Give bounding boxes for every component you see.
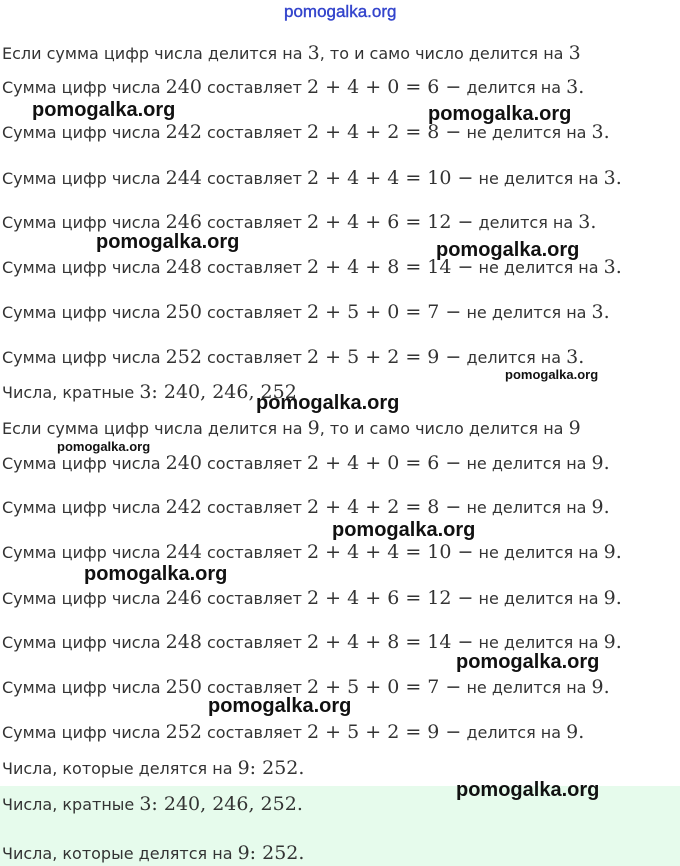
math-text: 2 + 5 + 0 = 7 − (307, 301, 462, 323)
line-text: не делится на (461, 303, 592, 322)
watermark: pomogalka.org (84, 563, 228, 585)
line-text: Сумма цифр числа (2, 78, 166, 97)
math-text: 248 (165, 256, 202, 278)
math-text: 3. (578, 211, 597, 233)
line-text: Сумма цифр числа (2, 303, 166, 322)
line-text: составляет (201, 303, 308, 322)
digit-sum-line (2, 587, 622, 610)
summary-multiples-of-3 (2, 381, 297, 404)
math-text: 3. (591, 121, 610, 143)
math-text: 2 + 4 + 4 = 10 − (307, 167, 474, 189)
watermark: pomogalka.org (505, 367, 599, 382)
digit-sum-line (2, 346, 584, 369)
line-text: Сумма цифр числа (2, 723, 166, 742)
math-text: 3. (603, 167, 622, 189)
math-text: 2 + 4 + 2 = 8 − (307, 496, 462, 518)
line-text: Числа, кратные (2, 795, 140, 814)
line-text: составляет (201, 169, 308, 188)
line-text: составляет (201, 78, 308, 97)
math-text: 248 (165, 631, 202, 653)
watermark: pomogalka.org (456, 779, 600, 801)
math-text: 2 + 5 + 2 = 9 − (307, 346, 462, 368)
watermark: pomogalka.org (96, 231, 240, 253)
line-text: Сумма цифр числа (2, 169, 166, 188)
math-text: 3 (568, 42, 581, 64)
watermark-top: pomogalka.org (284, 2, 397, 21)
math-text: 3. (566, 346, 585, 368)
line-text: не делится на (461, 498, 592, 517)
digit-sum-line (2, 167, 622, 190)
math-text: 246 (165, 211, 202, 233)
line-text: делится на (461, 348, 567, 367)
digit-sum-line (2, 211, 596, 234)
digit-sum-line (2, 496, 610, 519)
rule-3 (2, 42, 581, 65)
math-text: 2 + 4 + 0 = 6 − (307, 452, 462, 474)
line-text: Сумма цифр числа (2, 678, 166, 697)
line-text: составляет (201, 213, 308, 232)
line-text: делится на (461, 78, 567, 97)
math-text: 9 (568, 417, 581, 439)
line-text: не делится на (461, 454, 592, 473)
line-text: Если сумма цифр числа делится на (2, 419, 308, 438)
line-text: Сумма цифр числа (2, 213, 166, 232)
line-text: Сумма цифр числа (2, 454, 166, 473)
watermark: pomogalka.org (436, 239, 580, 261)
math-text: 9. (603, 587, 622, 609)
math-text: 9. (603, 541, 622, 563)
digit-sum-line (2, 76, 584, 99)
math-text: 3: 240, 246, 252. (139, 793, 303, 815)
answer-line-2 (2, 842, 304, 865)
line-text: не делится на (473, 633, 604, 652)
line-text: составляет (201, 123, 308, 142)
line-text: составляет (201, 258, 308, 277)
watermark: pomogalka.org (57, 439, 151, 454)
answer-line-1 (2, 793, 303, 816)
summary-multiples-of-9 (2, 757, 304, 780)
math-text: 3 (307, 42, 320, 64)
math-text: 9. (591, 496, 610, 518)
line-text: составляет (201, 723, 308, 742)
line-text: не делится на (473, 169, 604, 188)
math-text: 250 (165, 301, 202, 323)
line-text: Сумма цифр числа (2, 348, 166, 367)
digit-sum-line (2, 541, 622, 564)
digit-sum-line (2, 721, 584, 744)
line-text: не делится на (473, 589, 604, 608)
math-text: 2 + 4 + 8 = 14 − (307, 256, 474, 278)
math-text: 9 (307, 417, 320, 439)
math-text: 252 (165, 346, 202, 368)
math-text: 242 (165, 121, 202, 143)
watermark: pomogalka.org (256, 392, 400, 414)
watermark: pomogalka.org (428, 103, 572, 125)
math-text: 9. (603, 631, 622, 653)
math-text: 252 (165, 721, 202, 743)
line-text: Сумма цифр числа (2, 589, 166, 608)
line-text: Сумма цифр числа (2, 498, 166, 517)
math-text: 240 (165, 76, 202, 98)
line-text: Если сумма цифр числа делится на (2, 44, 308, 63)
line-text: делится на (461, 723, 567, 742)
math-text: 242 (165, 496, 202, 518)
digit-sum-line (2, 452, 610, 475)
line-text: составляет (201, 454, 308, 473)
watermark: pomogalka.org (208, 695, 352, 717)
line-text: Сумма цифр числа (2, 543, 166, 562)
math-text: 2 + 4 + 4 = 10 − (307, 541, 474, 563)
math-text: 244 (165, 167, 202, 189)
digit-sum-line (2, 301, 610, 324)
line-text: Числа, которые делятся на (2, 759, 238, 778)
math-text: 9. (591, 676, 610, 698)
math-text: 250 (165, 676, 202, 698)
math-text: 2 + 5 + 0 = 7 − (307, 676, 462, 698)
watermark: pomogalka.org (332, 519, 476, 541)
line-text: составляет (201, 589, 308, 608)
watermark: pomogalka.org (32, 99, 176, 121)
line-text: составляет (201, 498, 308, 517)
line-text: составляет (201, 348, 308, 367)
line-text: не делится на (473, 258, 604, 277)
math-text: 9. (591, 452, 610, 474)
math-text: 2 + 5 + 2 = 9 − (307, 721, 462, 743)
line-text: , то и само число делится на (319, 44, 569, 63)
math-text: 2 + 4 + 0 = 6 − (307, 76, 462, 98)
rule-9 (2, 417, 581, 440)
math-text: 244 (165, 541, 202, 563)
line-text: не делится на (461, 678, 592, 697)
math-text: 2 + 4 + 6 = 12 − (307, 211, 474, 233)
line-text: составляет (201, 678, 308, 697)
line-text: не делится на (461, 123, 592, 142)
line-text: не делится на (473, 543, 604, 562)
math-text: 3. (591, 301, 610, 323)
math-text: 2 + 4 + 6 = 12 − (307, 587, 474, 609)
line-text: Сумма цифр числа (2, 258, 166, 277)
line-text: Числа, которые делятся на (2, 844, 238, 863)
math-text: 9: 252. (237, 757, 305, 779)
math-text: 240 (165, 452, 202, 474)
math-text: 2 + 4 + 2 = 8 − (307, 121, 462, 143)
math-text: 3. (566, 76, 585, 98)
line-text: делится на (473, 213, 579, 232)
math-text: 246 (165, 587, 202, 609)
watermark: pomogalka.org (456, 651, 600, 673)
line-text: , то и само число делится на (319, 419, 569, 438)
line-text: составляет (201, 543, 308, 562)
line-text: Сумма цифр числа (2, 633, 166, 652)
line-text: составляет (201, 633, 308, 652)
math-text: 3. (603, 256, 622, 278)
line-text: Числа, кратные (2, 383, 140, 402)
math-text: 9: 252. (237, 842, 305, 864)
math-text: 9. (566, 721, 585, 743)
math-text: 3: 240, 246, 252 (139, 381, 297, 403)
math-text: 2 + 4 + 8 = 14 − (307, 631, 474, 653)
line-text: Сумма цифр числа (2, 123, 166, 142)
